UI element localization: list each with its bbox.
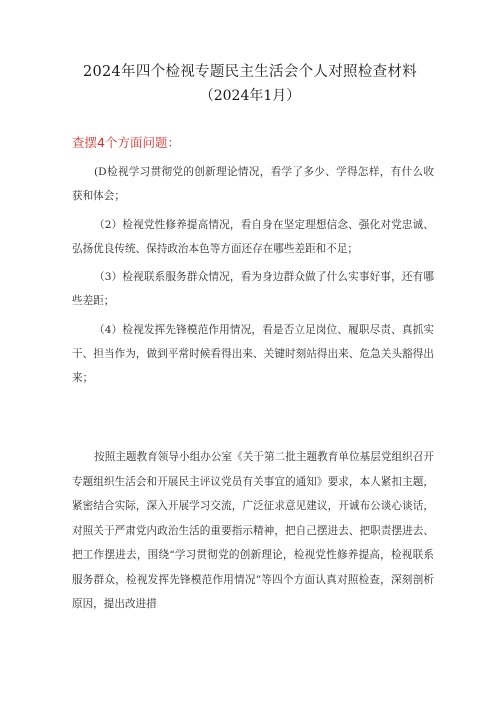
body-paragraph: 按照主题教育领导小组办公室《关于第二批主题教育单位基层党组织召开专题组织生活会和开展民主评议党员有关事宜的通知》要求，本人紧扣主题，紧密结合实际，深入开展学习交流，广泛征求意见建议，开诚布公谈心谈话，对照关于严肃党内政治生活的重要指示精神，把自己摆进去、把职责摆进去、把工作摆进去，围绕“学习贯彻党的创新理论，检视党性修养提高，检视联系服务群众，检视发挥先锋模范作用情况”等四个方面认真对照检查，深刻剖析原因，提出改进措	[72, 451, 434, 610]
issue-item-2: （2）检视党性修养提高情况，看自身在坚定理想信念、强化对党忠诚、弘扬优良传统、保持政治本色等方面还存在哪些差距和不足；	[72, 219, 434, 255]
document-subtitle: （2024年1月）	[199, 88, 301, 104]
section-heading: 查摆4个方面问题：	[72, 135, 180, 150]
issue-item-1: (D检视学习贯彻党的创新理论情况，看学了多少、学得怎样，有什么收获和体会；	[72, 166, 434, 202]
issue-item-4: （4）检视发挥先锋模范作用情况，看是否立足岗位、履职尽责、真抓实干、担当作为，做到平常时候看得出来、关键时刻站得出来、危急关头豁得出来；	[72, 324, 434, 384]
document-title: 2024年四个检视专题民主生活会个人对照检查材料	[82, 64, 418, 80]
issue-item-3: （3）检视联系服务群众情况，看为身边群众做了什么实事好事，还有哪些差距；	[72, 271, 434, 307]
